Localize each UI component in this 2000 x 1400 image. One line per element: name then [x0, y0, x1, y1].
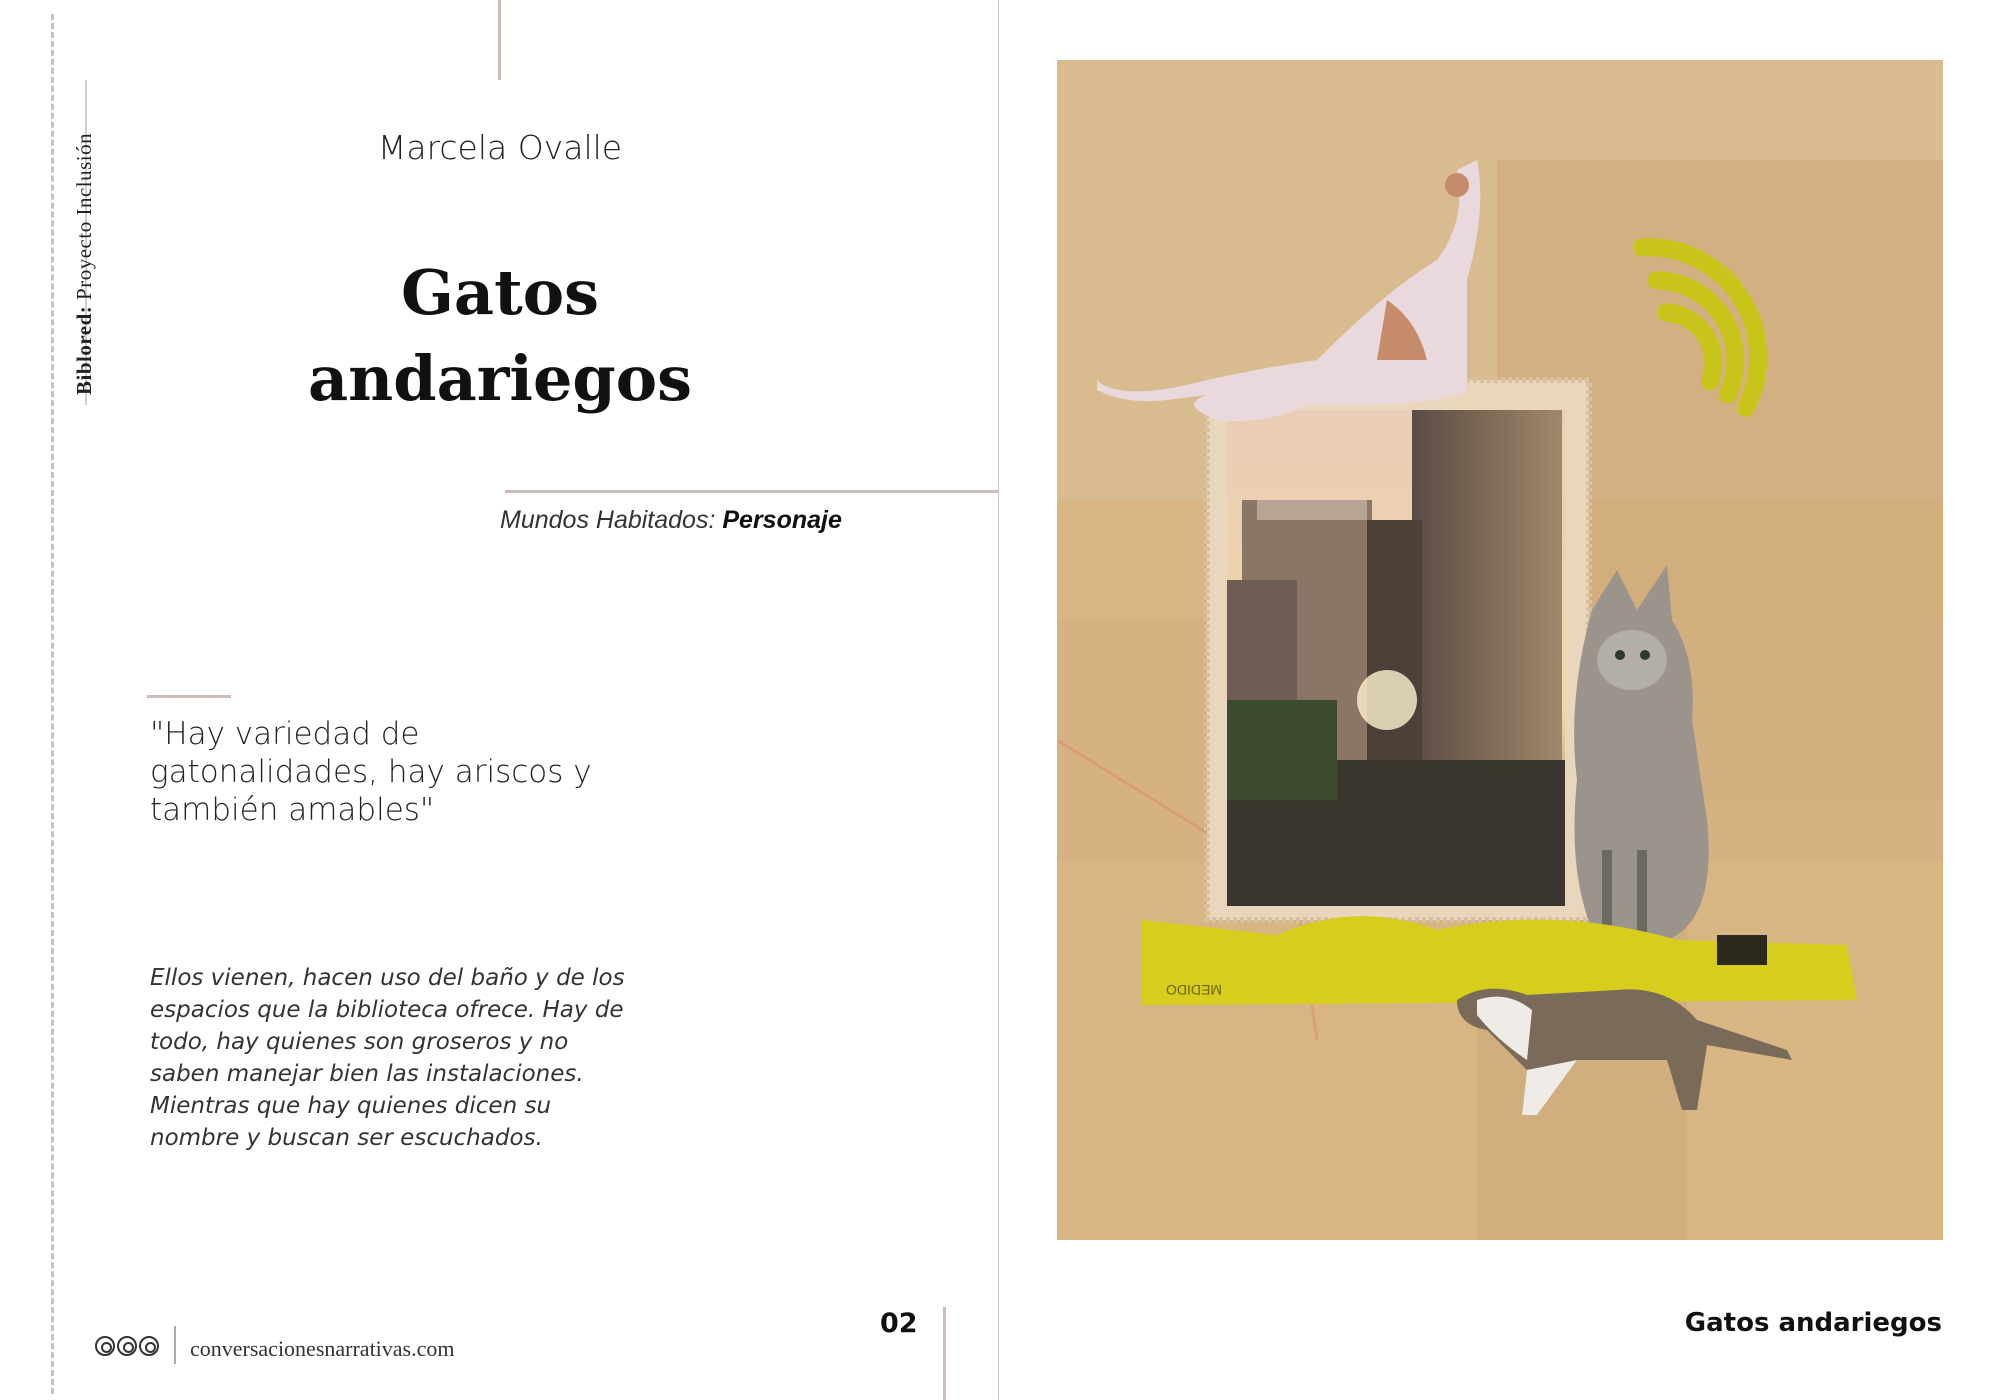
bottom-rule	[943, 1307, 946, 1400]
website-link[interactable]: conversacionesnarrativas.com	[190, 1336, 455, 1361]
side-label-bold: Biblored:	[72, 305, 96, 395]
footer-title: Gatos andariegos	[1684, 1308, 1942, 1338]
creative-commons-icon	[95, 1336, 159, 1356]
quote-rule	[147, 695, 231, 698]
title-line-2: andariegos	[307, 342, 693, 415]
section-name: Personaje	[722, 506, 842, 534]
top-rule	[498, 0, 501, 80]
right-page	[999, 0, 2000, 1400]
collage-svg	[1057, 60, 1943, 1240]
article-title	[250, 250, 750, 422]
collage-illustration	[1057, 60, 1943, 1240]
title-rule	[505, 490, 998, 493]
perforation-line	[51, 14, 54, 1394]
left-page	[0, 0, 999, 1400]
footer-divider	[174, 1326, 176, 1364]
city-photo-stamp	[1207, 380, 1589, 920]
side-label-text: Proyecto Inclusión	[72, 132, 96, 306]
page-number: 02	[880, 1308, 918, 1339]
section-prefix: Mundos Habitados:	[500, 506, 716, 534]
side-label	[72, 133, 97, 395]
strip-label: MEDIDO	[1166, 982, 1222, 998]
pull-quote: "Hay variedad de gatonalidades, hay ariscos y también amables"	[150, 716, 592, 828]
author-name: Marcela Ovalle	[377, 128, 623, 167]
body-paragraph: Ellos vienen, hacen uso del baño y de los espacios que la biblioteca ofrece. Hay de todo, hay quienes son groseros y no saben manejar bien las instalaciones. Mientras que hay quienes dicen su nombre y buscan ser escuchados.	[150, 965, 625, 1151]
title-line-1: Gatos	[400, 256, 600, 329]
